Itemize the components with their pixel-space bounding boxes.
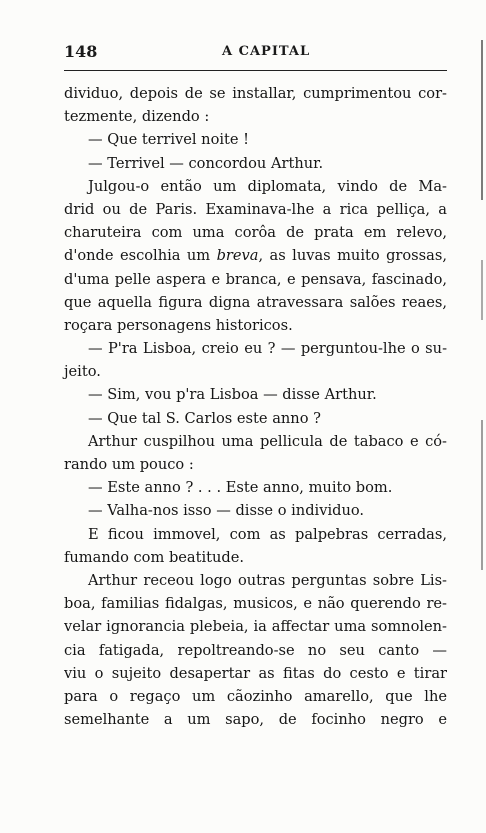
text-line: viu o sujeito desapertar as fitas do cesto e tirar xyxy=(64,664,447,682)
text-line: — Que tal S. Carlos este anno ? xyxy=(88,409,321,427)
text-line: drid ou de Paris. Examinava-lhe a rica pelliça, a xyxy=(64,200,447,218)
text-line: — Sim, vou p'ra Lisboa — disse Arthur. xyxy=(88,386,377,404)
body-text xyxy=(64,82,447,731)
text-line: boa, familias fidalgas, musicos, e não querendo re- xyxy=(64,595,447,613)
text-line: cia fatigada, repoltreando-se no seu canto — xyxy=(64,641,447,659)
text-line: que aquella figura digna atravessara salões reaes, xyxy=(64,293,447,311)
italic-word: breva xyxy=(216,247,259,265)
text-line: — P'ra Lisboa, creio eu ? — perguntou-lhe o su- xyxy=(88,340,447,358)
text-line: — Terrivel — concordou Arthur. xyxy=(88,154,324,172)
page-number: 148 xyxy=(64,42,98,61)
text-line: roçara personagens historicos. xyxy=(64,316,293,334)
running-title: A CAPITAL xyxy=(222,44,311,59)
text-line: Julgou-o então um diplomata, vindo de Ma- xyxy=(88,177,447,195)
text-line: para o regaço um cãozinho amarello, que lhe xyxy=(64,687,447,705)
text-line: — Este anno ? . . . Este anno, muito bom. xyxy=(88,479,393,497)
page-edge-shadow xyxy=(481,40,483,200)
text-line: semelhante a um sapo, de focinho negro e xyxy=(64,711,447,729)
page-header xyxy=(64,42,447,66)
text-line: d'onde escolhia um breva, as luvas muito grossas, xyxy=(64,247,447,265)
header-rule xyxy=(64,70,447,71)
text-line: d'uma pelle aspera e branca, e pensava, fascinado, xyxy=(64,270,447,288)
text-line: — Que terrivel noite ! xyxy=(88,131,250,149)
text-line: fumando com beatitude. xyxy=(64,548,245,566)
text-line: Arthur cuspilhou uma pellicula de tabaco e có- xyxy=(88,432,447,450)
text-line: E ficou immovel, com as palpebras cerradas, xyxy=(88,525,447,543)
page-edge-shadow xyxy=(481,420,483,570)
text-line: rando um pouco : xyxy=(64,456,194,473)
text-line: jeito. xyxy=(64,363,101,381)
text-line: — Valha-nos isso — disse o individuo. xyxy=(88,502,365,520)
text-line: tezmente, dizendo : xyxy=(64,108,210,126)
page-edge-shadow xyxy=(481,260,483,320)
text-line: charuteira com uma corôa de prata em relevo, xyxy=(64,224,447,242)
text-line: Arthur receou logo outras perguntas sobre Lis- xyxy=(88,571,447,589)
text-line: velar ignorancia plebeia, ia affectar uma somnolen- xyxy=(64,618,447,636)
text-line: dividuo, depois de se installar, cumprimentou cor- xyxy=(64,85,447,102)
